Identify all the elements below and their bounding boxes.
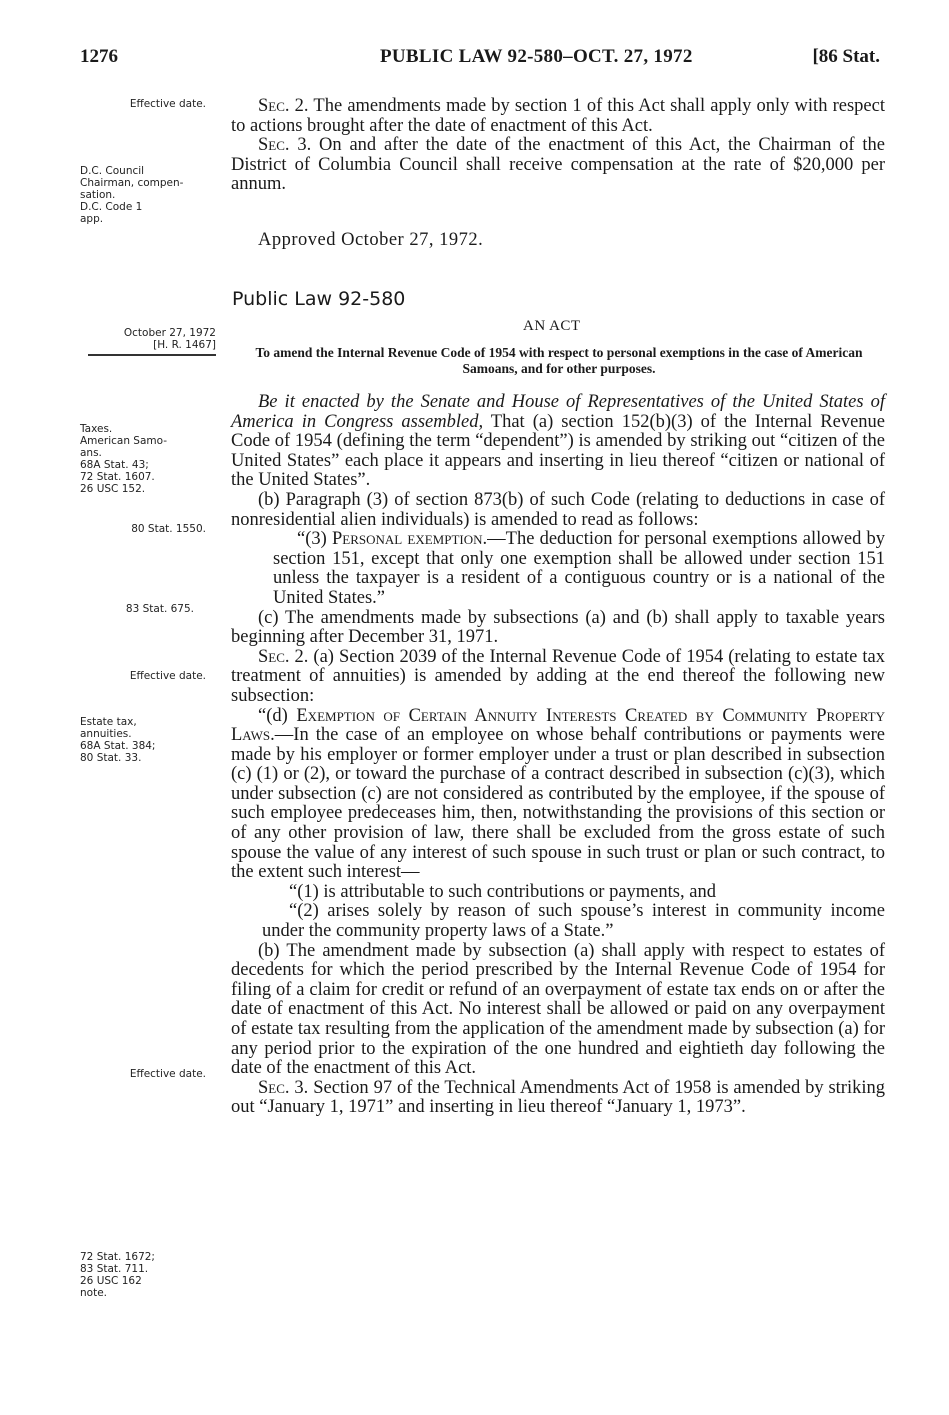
personal-exemption-quote: “(3) Personal exemption.—The deduction for personal exemptions allowed by section 151, except that only one exemption shall be allowed under section 151 unless the taxpayer is a resident of a contiguous country or is a national of the United States.”	[273, 529, 886, 608]
margin-note-effective-date-3: Effective date.	[129, 1068, 206, 1080]
previous-sec-3: Sec. 3. On and after the date of the enactment of this Act, the Chairman of the District of Columbia Council shall receive compensation at the rate of $20,000 per annum.	[231, 135, 886, 195]
subsection-d: “(d) Exemption of Certain Annuity Interests Created by Community Property Laws.—In the case of an employee on whose behalf contributions or payments were made by his employer or former employer under a trust or plan described in subsection (c) (1) or (2), or toward the purchase of a contract described in subsection (c)(3), which under subsection (c) are not considered as contributed by the employee, if the spouse of such employee predeceases him, then, notwithstanding the provisions of this section or of any other provision of law, there shall be excluded from the gross estate of such spouse the value of any interest of such spouse in such trust or plan or such contract, to the extent such interest—	[231, 705, 885, 883]
subsection-d-2: “(2) arises solely by reason of such spouse’s interest in community income under the community property laws of a State.”	[262, 901, 885, 942]
section-3: Sec. 3. Section 97 of the Technical Amendments Act of 1958 is amended by striking out “January 1, 1971” and inserting in lieu thereof “January 1, 1973”.	[231, 1077, 885, 1118]
subsection-d-1: “(1) is attributable to such contributions or payments, and	[289, 881, 716, 902]
running-header	[80, 46, 880, 76]
margin-note-estate-tax: Estate tax, annuities. 68A Stat. 384; 80 Stat. 33.	[80, 716, 156, 764]
volume-reference: [86 Stat.	[812, 46, 880, 67]
section-2-a: Sec. 2. (a) Section 2039 of the Internal Revenue Code of 1954 (relating to estate tax treatment of annuities) is amended by adding at the end thereof the following new subsection:	[231, 646, 885, 706]
margin-note-dc-council: D.C. Council Chairman, compen- sation. D.C. Code 1 app.	[80, 165, 184, 225]
page-number: 1276	[80, 46, 118, 67]
margin-note-taxes: Taxes. American Samo- ans. 68A Stat. 43; 72 Stat. 1607. 26 USC 152.	[80, 423, 168, 495]
act-body	[231, 393, 885, 1118]
margin-note-effective-date: Effective date.	[129, 98, 206, 110]
approval-date: Approved October 27, 1972.	[258, 230, 484, 250]
previous-act-text	[231, 97, 885, 195]
section-1-b: (b) Paragraph (3) of section 873(b) of such Code (relating to deductions in case of nonresidential alien individuals) is amended to read as follows:	[231, 489, 885, 530]
margin-note-80-stat-1550: 80 Stat. 1550.	[131, 523, 206, 535]
public-law-title: Public Law 92-580	[232, 288, 406, 310]
margin-note-bill-date: October 27, 1972 [H. R. 1467]	[123, 327, 216, 351]
header-title: PUBLIC LAW 92-580–OCT. 27, 1972	[380, 46, 693, 67]
margin-note-72-stat-1672: 72 Stat. 1672; 83 Stat. 711. 26 USC 162 note.	[80, 1251, 155, 1299]
margin-note-83-stat-675: 83 Stat. 675.	[125, 603, 194, 615]
section-2-b: (b) The amendment made by subsection (a) shall apply with respect to estates of decedents for which the period prescribed by the Internal Revenue Code of 1954 for filing of a claim for credit or refund of an overpayment of estate tax ends on or after the date of enactment of this Act. No interest shall be allowed or paid on any overpayment of estate tax resulting from the application of the amendment made by subsection (a) for any period prior to the expiration of the one hundred and eightieth day following the date of the enactment of this Act.	[231, 940, 885, 1079]
act-purpose: To amend the Internal Revenue Code of 1954 with respect to personal exemptions in the case of American Samoans, and for other purposes.	[255, 345, 863, 376]
section-1-c: (c) The amendments made by subsections (a) and (b) shall apply to taxable years beginning after December 31, 1971.	[231, 607, 885, 648]
previous-sec-2: Sec. 2. The amendments made by section 1 of this Act shall apply only with respect to actions brought after the date of enactment of this Act.	[231, 96, 885, 136]
margin-note-effective-date-2: Effective date.	[129, 670, 206, 682]
section-1-a: Be it enacted by the Senate and House of Representatives of the United States of America in Congress assembled, That (a) section 152(b)(3) of the Internal Revenue Code of 1954 (defining the term “dependent”) is amended by striking out “citizen of the United States” each place it appears and inserting in lieu thereof “citizen or national of the United States”.	[231, 392, 885, 491]
an-act-heading: AN ACT	[523, 318, 581, 334]
enacting-clause: Be it enacted by the Senate and House of Representatives of the United States of America in Congress assembled,	[231, 392, 885, 432]
margin-divider	[88, 354, 216, 356]
